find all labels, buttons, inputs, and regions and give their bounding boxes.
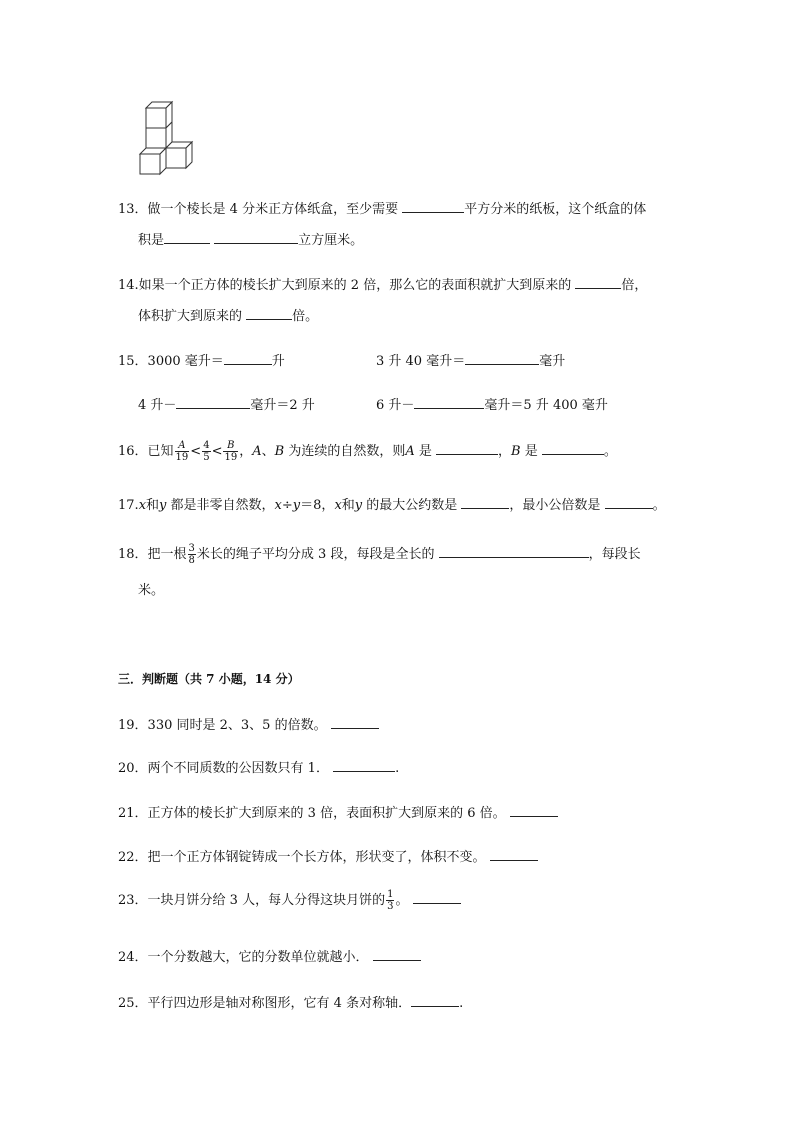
question-17: 17.x和y 都是非零自然数，x÷y＝8，x和y 的最大公约数是 ，最小公倍数是 。 (118, 498, 666, 513)
answer-blank[interactable] (461, 496, 509, 509)
question-13-line-1: 13．做一个棱长是 4 分米正方体纸盒，至少需要 平方分米的纸板，这个纸盒的体 (118, 202, 647, 217)
question-15-part-d: 6 升－ 毫升＝5 升 400 毫升 (376, 398, 608, 413)
question-15-part-b: 3 升 40 毫升＝ 毫升 (376, 354, 566, 369)
answer-blank[interactable] (402, 200, 464, 213)
answer-blank[interactable] (490, 848, 538, 861)
answer-blank[interactable] (542, 442, 604, 455)
question-18-line-2: 米。 (138, 583, 165, 598)
answer-blank[interactable] (164, 231, 210, 244)
question-16: 16．已知 $\frac{A}{19}$ < $\frac{4}{5}$ < $\frac{B}{19}$ ，A、B 为连续的自然数，则A 是 ，B 是 。 (118, 440, 617, 463)
question-14-line-1: 14.如果一个正方体的棱长扩大到原来的 2 倍，那么它的表面积就扩大到原来的 倍， (118, 278, 648, 293)
answer-blank[interactable] (436, 442, 498, 455)
question-15-part-c: 4 升－ 毫升＝2 升 (138, 398, 315, 413)
answer-blank[interactable] (465, 352, 539, 365)
answer-blank[interactable] (224, 352, 272, 365)
answer-blank[interactable] (214, 231, 298, 244)
answer-blank[interactable] (246, 307, 292, 320)
answer-blank[interactable] (373, 948, 421, 961)
question-24: 24．一个分数越大，它的分数单位就越小． (118, 948, 421, 967)
answer-blank[interactable] (176, 396, 250, 409)
question-20: 20．两个不同质数的公因数只有 1． . (118, 761, 400, 776)
question-23: 23．一块月饼分给 3 人，每人分得这块月饼的 $\frac{1}{3}$ 。 (118, 886, 461, 916)
question-22: 22．把一个正方体钢锭铸成一个长方体，形状变了，体积不变。 (118, 848, 538, 867)
fraction-1-over-3: $\frac{1}{3}$ (387, 889, 394, 912)
section-title: 三．判断题（共 7 小题，14 分） (118, 672, 300, 686)
cube-stack-figure (136, 100, 196, 176)
fraction-4-over-5: $\frac{4}{5}$ (203, 440, 210, 463)
fraction-a-over-19: $\frac{A}{19}$ (175, 440, 189, 463)
question-21: 21．正方体的棱长扩大到原来的 3 倍，表面积扩大到原来的 6 倍。 (118, 804, 558, 823)
answer-blank[interactable] (510, 804, 558, 817)
question-14-line-2: 体积扩大到原来的 倍。 (138, 309, 319, 324)
answer-blank[interactable] (605, 496, 653, 509)
question-15-part-a: 15．3000 毫升＝ 升 (118, 354, 285, 369)
answer-blank[interactable] (414, 396, 484, 409)
question-13-line-2: 积是 立方厘米。 (138, 233, 364, 248)
question-18-line-1: 18．把一根 $\frac{3}{8}$ 米长的绳子平均分成 3 段，每段是全长的 ，每段长 (118, 543, 641, 566)
fraction-3-over-8: $\frac{3}{8}$ (188, 543, 195, 566)
answer-blank[interactable] (439, 545, 589, 558)
answer-blank[interactable] (333, 759, 395, 772)
question-19: 19．330 同时是 2、3、5 的倍数。 (118, 716, 379, 735)
answer-blank[interactable] (331, 716, 379, 729)
answer-blank[interactable] (411, 994, 459, 1007)
fraction-b-over-19: $\frac{B}{19}$ (224, 440, 238, 463)
answer-blank[interactable] (413, 891, 461, 904)
answer-blank[interactable] (575, 276, 621, 289)
question-25: 25．平行四边形是轴对称图形，它有 4 条对称轴． . (118, 996, 464, 1011)
